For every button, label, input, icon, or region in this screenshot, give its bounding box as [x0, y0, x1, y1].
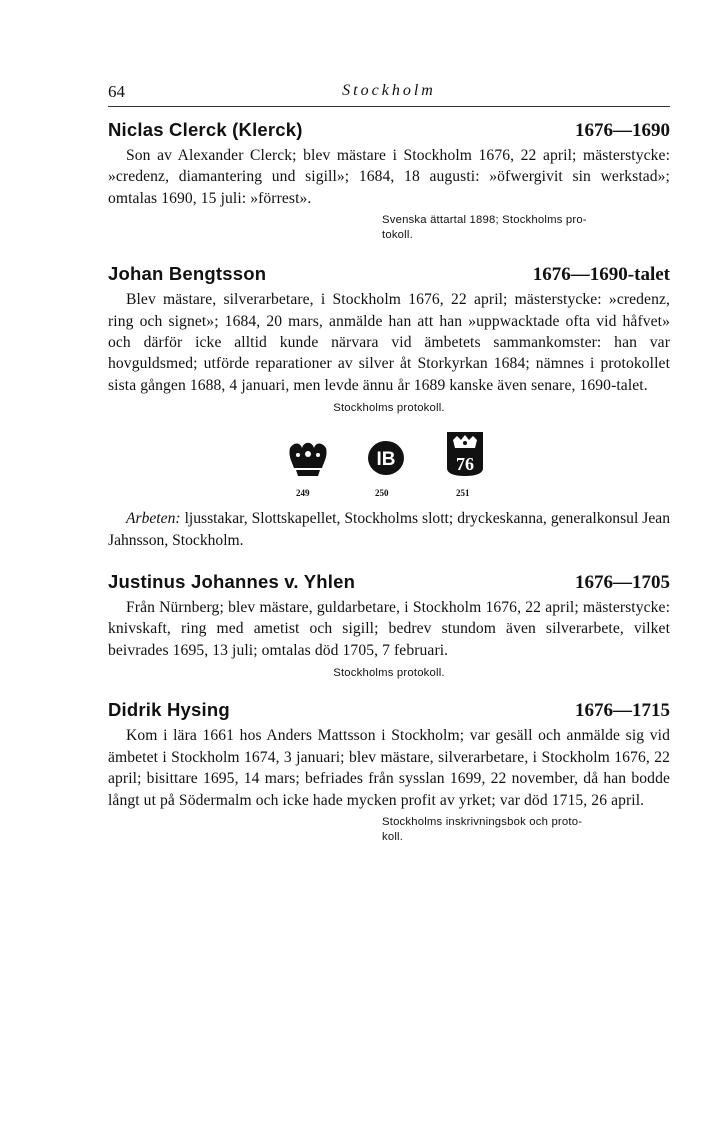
hallmark-number: 250 [375, 488, 389, 499]
works-label: Arbeten: [126, 510, 181, 528]
entry-name: Niclas Clerck (Klerck) [108, 119, 303, 140]
entry-name: Johan Bengtsson [108, 263, 267, 285]
entry-text: Kom i lära 1661 hos Anders Mattsson i Stockholm; var gesäll och anmälde sig vid ämbetet i Stockholm 1674, 3 januari; blev mästare, silverarbetare, i Stockholm 1676, 22 april; bisittare 1695, 14 mars; befriades från sysslan 1699, 22 november, då han bodde långt ut på Södermalm och icke hade mycken profit av yrket; var död 1715, 26 april. [108, 727, 670, 809]
entry-justinus-johannes-v-yhlen [108, 571, 670, 679]
source-line: tokoll. [382, 229, 413, 242]
entry-johan-bengtsson [108, 263, 670, 551]
entry-heading [108, 699, 670, 722]
crown-mark-icon [284, 438, 332, 478]
running-title: Stockholm [342, 82, 436, 99]
entry-heading [108, 571, 670, 594]
hallmark-number: 249 [296, 488, 310, 499]
entry-niclas-clerck [108, 119, 670, 243]
book-page [108, 78, 670, 865]
hallmark-letters: 76 [456, 454, 474, 475]
entry-years: 1676—1705 [575, 572, 670, 594]
page-number: 64 [108, 82, 125, 101]
hallmark-number: 251 [456, 488, 470, 499]
entry-years: 1676—1690 [575, 120, 670, 141]
works-paragraph [108, 508, 670, 551]
entry-years: 1676—1690-talet [532, 264, 670, 286]
entry-text: Från Nürnberg; blev mästare, guldarbetare, i Stockholm 1676, 22 april; mästerstycke: knivskaft, ring med ametist och sigill; bedrev stundom även silverarbete, vilket beivrades 1695, 13 juli; omtalas död 1705, 7 februari. [108, 599, 670, 659]
entry-text: Blev mästare, silverarbetare, i Stockholm 1676, 22 april; mästerstycke: »credenz, ring och signet»; 1684, 20 mars, anmälde han att han »uppwacktade ofta vid håfvet» och därför icke alltid kunde närvara vid ämbetets sammankomster: han var hovguldsmed; utförde reparationer av silver åt Storkyrkan 1684; nämnes i protokollet sista gången 1688, 4 januari, men levde ännu år 1689 kanske även senare, 1690-talet. [108, 291, 670, 394]
entry-source: Stockholms protokoll. [333, 402, 445, 415]
running-head [108, 78, 670, 104]
entry-text: Son av Alexander Clerck; blev mästare i Stockholm 1676, 22 april; mästerstycke: »credenz, diamantering und sigill»; 1684, 18 augusti: »öfwergivit sin werkstad»; omtalas 1690, 15 juli: »förrest». [108, 147, 670, 207]
hallmark-letters: IB [376, 449, 396, 471]
source-line: Stockholms inskrivningsbok och proto- [382, 815, 583, 828]
entry-source [382, 213, 670, 243]
entry-name: Didrik Hysing [108, 699, 230, 721]
source-line: Svenska ättartal 1898; Stockholms pro- [382, 214, 587, 227]
entry-source [382, 815, 670, 845]
entry-name: Justinus Johannes v. Yhlen [108, 571, 356, 593]
ib-initials-mark-icon [362, 438, 410, 478]
entry-source: Stockholms protokoll. [333, 667, 445, 680]
crowned-shield-mark-icon [441, 428, 489, 478]
entry-didrik-hysing [108, 699, 670, 845]
works-text: ljusstakar, Slottskapellet, Stockholms slott; dryckeskanna, generalkonsul Jean Jahnsson, Stockholm. [108, 510, 670, 549]
header-rule [108, 106, 670, 107]
entry-heading [108, 119, 670, 142]
entry-heading [108, 263, 670, 286]
entry-years: 1676—1715 [575, 700, 670, 722]
hallmarks [108, 420, 670, 502]
source-line: koll. [382, 830, 404, 843]
